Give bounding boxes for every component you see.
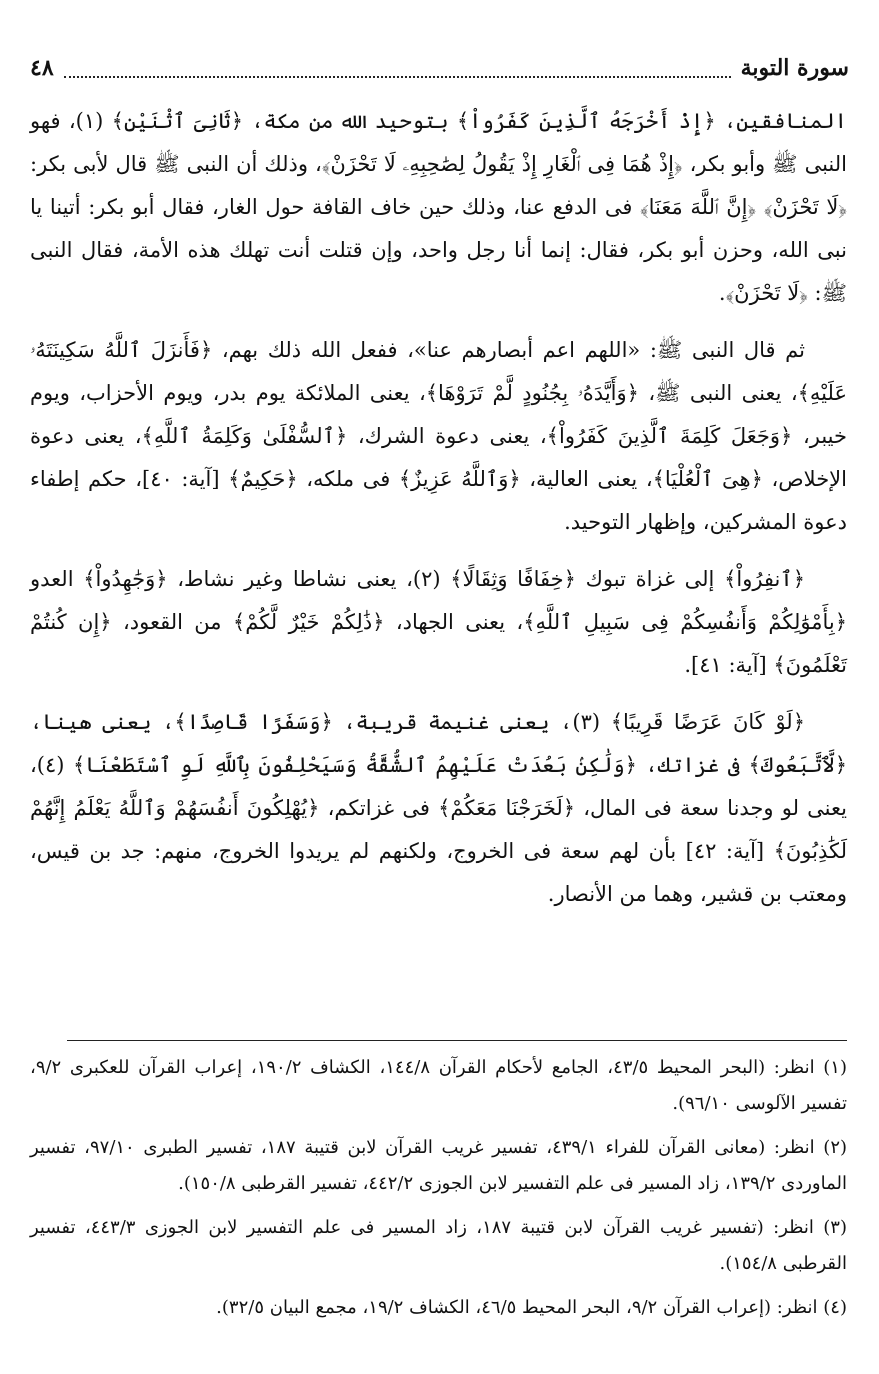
page-number: ٤٨ (30, 55, 54, 81)
paragraph: ﴿ٱنفِرُواْ﴾ إلى غزاة تبوك ﴿خِفَافًا وَثِقَالًا﴾ (٢)، يعنى نشاطا وغير نشاط، ﴿وَجَٰهِدُواْ﴾ العدو ﴿بِأَمْوَٰلِكُمْ وَأَنفُسِكُمْ فِى سَبِيلِ ٱللَّهِ﴾، يعنى الجهاد، ﴿ذَٰلِكُمْ خَيْرٌ لَّكُمْ﴾ من القعود، ﴿إِن كُنتُمْ تَعْلَمُونَ﴾ [آية: ٤١]. (30, 567, 847, 677)
surah-title: سورة التوبة (740, 55, 849, 81)
footnote: (٢) انظر: (معانى القرآن للفراء ٤٣٩/١، تفسير غريب القرآن لابن قتيبة ١٨٧، تفسير الطبرى ٩٧/١٠، تفسير الماوردى ١٣٩/٢، زاد المسير فى علم التفسير لابن الجوزى ٤٤٢/٢، تفسير القرطبى ١٥٠/٨). (30, 1137, 848, 1194)
footnote-separator (67, 1040, 847, 1041)
paragraph: المنافقين، ﴿إِذْ أَخْرَجَهُ ٱلَّذِينَ كَفَرُواْ﴾ بتوحيد الله من مكة، ﴿ثَانِىَ ٱثْنَيْنِ﴾ (١)، فهو النبى ﷺ وأبو بكر، ﴿إِذْ هُمَا فِى ٱلْغَارِ إِذْ يَقُولُ لِصَٰحِبِهِۦ لَا تَحْزَنْ﴾، وذلك أن النبى ﷺ قال لأبى بكر: ﴿لَا تَحْزَنْ﴾ ﴿إِنَّ ٱللَّهَ مَعَنَا﴾ فى الدفع عنا، وذلك حين خاف القافة حول الغار، فقال أبو بكر: أتينا يا نبى الله، وحزن أبو بكر، فقال: إنما أنا رجل واحد، وإن قتلت أنت تهلك هذه الأمة، فقال النبى ﷺ: ﴿لَا تَحْزَنْ﴾. (30, 109, 847, 305)
header-dotted-leader (64, 58, 731, 78)
paragraph: ثم قال النبى ﷺ: «اللهم اعم أبصارهم عنا»، ففعل الله ذلك بهم، ﴿فَأَنزَلَ ٱللَّهُ سَكِينَتَهُۥ عَلَيْهِ﴾، يعنى النبى ﷺ، ﴿وَأَيَّدَهُۥ بِجُنُودٍ لَّمْ تَرَوْهَا﴾، يعنى الملائكة يوم بدر، ويوم الأحزاب، ويوم خيبر، ﴿وَجَعَلَ كَلِمَةَ ٱلَّذِينَ كَفَرُواْ﴾، يعنى دعوة الشرك، ﴿ٱلسُّفْلَىٰ وَكَلِمَةُ ٱللَّهِ﴾، يعنى دعوة الإخلاص، ﴿هِىَ ٱلْعُلْيَا﴾، يعنى العالية، ﴿وَٱللَّهُ عَزِيزٌ﴾ فى ملكه، ﴿حَكِيمٌ﴾ [آية: ٤٠]، حكم إطفاء دعوة المشركين، وإظهار التوحيد. (30, 338, 847, 534)
page-header (30, 50, 849, 86)
paragraph: ﴿لَوْ كَانَ عَرَضًا قَرِيبًا﴾ (٣)، يعنى غنيمة قريبة، ﴿وَسَفَرًا قَاصِدًا﴾، يعنى هينا، ﴿لَّٱتَّبَعُوكَ﴾ فى غزاتك، ﴿وَلَٰكِنۢ بَعُدَتْ عَلَيْهِمُ ٱلشُّقَّةُ وَسَيَحْلِفُونَ بِٱللَّهِ لَوِ ٱسْتَطَعْنَا﴾ (٤)، يعنى لو وجدنا سعة فى المال، ﴿لَخَرَجْنَا مَعَكُمْ﴾ فى غزاتكم، ﴿يُهْلِكُونَ أَنفُسَهُمْ وَٱللَّهُ يَعْلَمُ إِنَّهُمْ لَكَٰذِبُونَ﴾ [آية: ٤٢] بأن لهم سعة فى الخروج، ولكنهم لم يريدوا الخروج، منهم: جد بن قيس، ومعتب بن قشير، وهما من الأنصار. (30, 710, 848, 906)
main-text (30, 100, 847, 930)
footnote: (١) انظر: (البحر المحيط ٤٣/٥، الجامع لأحكام القرآن ١٤٤/٨، الكشاف ١٩٠/٢، إعراب القرآن للعكبرى ٩/٢، تفسير الآلوسى ٩٦/١٠). (30, 1057, 847, 1114)
footnotes (30, 1050, 847, 1334)
footnote: (٤) انظر: (إعراب القرآن ٩/٢، البحر المحيط ٤٦/٥، الكشاف ١٩/٢، مجمع البيان ٣٢/٥). (216, 1297, 847, 1318)
footnote: (٣) انظر: (تفسير غريب القرآن لابن قتيبة ١٨٧، زاد المسير فى علم التفسير لابن الجوزى ٤٤٣/٣، تفسير القرطبى ١٥٤/٨). (30, 1217, 847, 1274)
